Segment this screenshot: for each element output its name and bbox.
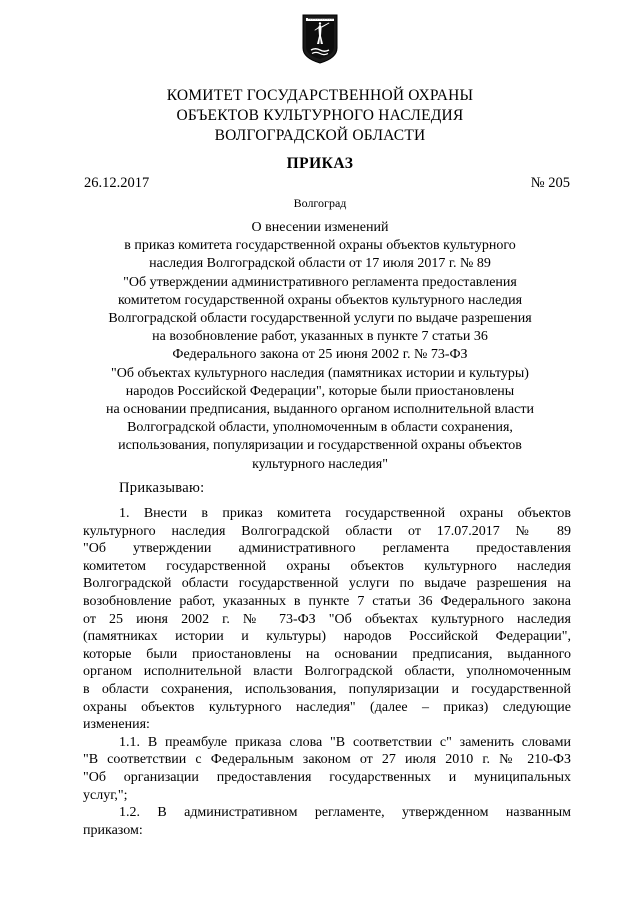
body-line: Волгоградской области государственной услуги по выдаче разрешения на xyxy=(83,576,571,592)
paragraph-1 xyxy=(83,505,571,734)
subject-line: наследия Волгоградской области от 17 июля 2017 г. № 89 xyxy=(149,256,491,272)
body-line: 1.2. В административном регламенте, утвержденном названным xyxy=(119,805,571,821)
body-line: возобновление работ, указанных в пункте 7 статьи 36 Федерального закона xyxy=(83,593,571,609)
body-line: "Об утверждении административного регламента предоставления xyxy=(83,541,571,557)
paragraph-1-2 xyxy=(83,804,571,839)
subject-line: Федерального закона от 25 июня 2002 г. № 73-ФЗ xyxy=(172,347,468,363)
order-directive: Приказываю: xyxy=(119,480,205,496)
document-city: Волгоград xyxy=(293,196,347,210)
document-body xyxy=(83,505,571,839)
document-type: ПРИКАЗ xyxy=(286,155,354,172)
body-line: "Об организации предоставления государственных и муниципальных xyxy=(83,769,571,785)
volgograd-emblem-icon xyxy=(302,14,338,64)
body-line: 1. Внести в приказ комитета государственной охраны объектов xyxy=(119,506,571,521)
document-date: 26.12.2017 xyxy=(84,175,150,191)
body-line: 1.1. В преамбуле приказа слова "В соответствии с" заменить словами xyxy=(119,734,571,750)
subject-line: О внесении изменений xyxy=(251,220,389,235)
body-line: "В соответствии с Федеральным законом от 27 июля 2010 г. № 210-ФЗ xyxy=(83,752,571,768)
body-line: охраны объектов культурного наследия" (далее – приказ) следующие xyxy=(83,699,571,715)
body-line: услуг,"; xyxy=(83,787,128,803)
body-line: которые были приостановлены на основании предписания, выданного xyxy=(83,646,571,662)
subject-line: "Об объектах культурного наследия (памятниках истории и культуры) xyxy=(111,365,529,381)
body-line: приказом: xyxy=(83,822,143,838)
organization-name-line: ОБЪЕКТОВ КУЛЬТУРНОГО НАСЛЕДИЯ xyxy=(176,107,464,124)
document-number: № 205 xyxy=(530,175,570,191)
body-line: комитетом государственной охраны объектов культурного наследия xyxy=(83,558,571,574)
body-line: изменения: xyxy=(83,717,150,733)
body-line: (памятниках истории и культуры) народов Российской Федерации", xyxy=(83,629,571,645)
subject-line: культурного наследия" xyxy=(252,456,388,472)
organization-name xyxy=(0,86,640,146)
subject-line: на основании предписания, выданного органом исполнительной власти xyxy=(106,402,534,418)
subject-line: "Об утверждении административного регламента предоставления xyxy=(123,274,517,290)
body-line: органом исполнительной власти Волгоградской области, уполномоченным xyxy=(83,664,571,680)
paragraph-1-1 xyxy=(83,734,571,804)
subject-line: Волгоградской области государственной услуги по выдаче разрешения xyxy=(108,311,532,327)
body-line: в области сохранения, использования, популяризации и государственной xyxy=(83,681,571,697)
organization-name-line: КОМИТЕТ ГОСУДАРСТВЕННОЙ ОХРАНЫ xyxy=(166,87,474,104)
organization-name-line: ВОЛГОГРАДСКОЙ ОБЛАСТИ xyxy=(214,127,426,144)
subject-line: народов Российской Федерации", которые были приостановлены xyxy=(125,383,515,399)
subject-line: Волгоградской области, уполномоченным в области сохранения, xyxy=(127,420,513,436)
subject-line: комитетом государственной охраны объектов культурного наследия xyxy=(117,292,523,308)
subject-line: в приказ комитета государственной охраны объектов культурного xyxy=(124,238,516,254)
body-line: культурного наследия Волгоградской области от 17.07.2017 № 89 xyxy=(83,523,571,539)
subject-line: использования, популяризации и государственной охраны объектов xyxy=(118,438,522,454)
body-line: от 25 июня 2002 г. № 73-ФЗ "Об объектах культурного наследия xyxy=(83,611,571,627)
document-subject xyxy=(60,219,580,474)
subject-line: на возобновление работ, указанных в пункте 7 статьи 36 xyxy=(152,329,488,345)
